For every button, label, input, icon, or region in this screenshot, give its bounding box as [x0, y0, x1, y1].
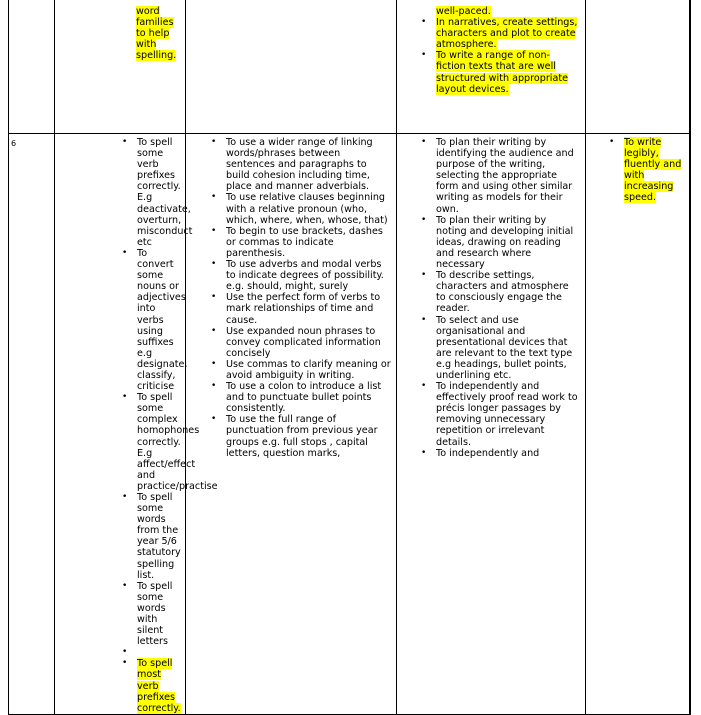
bullet-list [586, 134, 689, 204]
list-item: • To spell some verb prefixes correctly. E.g deactivate, overturn, misconduct etc [137, 137, 179, 248]
table-row [9, 134, 691, 715]
bullet-list [397, 134, 585, 459]
list-item: • To plan their writing by noting and developing initial ideas, drawing on reading and research where necessary [436, 215, 579, 270]
spelling-cell [55, 134, 218, 715]
list-item: • Use expanded noun phrases to convey complicated information concisely [226, 326, 392, 359]
list-item: • To spell some complex homophones correctly. E.g affect/effect and practice/practise [137, 392, 179, 492]
curriculum-table [8, 0, 691, 715]
list-item: • To use the full range of punctuation from previous year groups e.g. full stops , capital letters, question marks, [226, 414, 392, 458]
highlighted-text: well-paced. [436, 6, 491, 17]
bullet-list [55, 134, 218, 714]
list-item: • To begin to use brackets, dashes or commas to indicate parenthesis. [226, 226, 392, 259]
composition-cell [397, 0, 586, 134]
list-item: • Use commas to clarify meaning or avoid ambiguity in writing. [226, 359, 392, 381]
handwriting-cell [586, 0, 690, 134]
bullet-list [186, 134, 396, 459]
list-item: • To plan their writing by identifying the audience and purpose of the writing, selecting the appropriate form and using other similar writing as models for their own. [436, 137, 579, 215]
composition-cell [397, 134, 586, 715]
list-item: • In narratives, create settings, characters and plot to create atmosphere. [436, 17, 579, 50]
bullet-list [436, 17, 579, 95]
highlighted-text: word families to help with spelling. [136, 6, 177, 62]
handwriting-cell [586, 134, 690, 715]
extra-cell [690, 134, 691, 715]
year-cell [9, 0, 55, 134]
year-label: 6 [11, 139, 17, 148]
list-spacer [137, 647, 179, 658]
list-item: • To use relative clauses beginning with a relative pronoun (who, which, where, when, whose, that) [226, 192, 392, 225]
list-item: • To use a colon to introduce a list and to punctuate bullet points consistently. [226, 381, 392, 414]
list-item: • To spell most verb prefixes correctly. [137, 658, 179, 713]
list-item: • To write legibly, fluently and with increasing speed. [624, 137, 685, 204]
year-cell [9, 134, 55, 715]
spelling-cell [55, 0, 186, 134]
list-item: • Use the perfect form of verbs to mark relationships of time and cause. [226, 292, 392, 325]
grammar-cell [186, 134, 397, 715]
list-item: • To convert some nouns or adjectives into verbs using suffixes e.g designate, classify, criticise [137, 248, 179, 392]
grammar-cell [186, 0, 397, 134]
list-item: • To use a wider range of linking words/phrases between sentences and paragraphs to build cohesion including time, place and manner adverbials. [226, 137, 392, 192]
extra-cell [690, 0, 691, 134]
list-item: • To write a range of non-fiction texts that are well structured with appropriate layout devices. [436, 50, 579, 94]
list-item: • To select and use organisational and presentational devices that are relevant to the text type e.g headings, bullet points, underlining etc. [436, 315, 579, 382]
table-row [9, 0, 691, 134]
list-item: • To use adverbs and modal verbs to indicate degrees of possibility. e.g. should, might, surely [226, 259, 392, 292]
list-item: • To spell some words with silent letters [137, 581, 179, 648]
list-item: • To independently and effectively proof read work to précis longer passages by removing unnecessary repetition or irrelevant details. [436, 381, 579, 448]
list-item: • To independently and [436, 448, 579, 459]
list-item: • To spell some words from the year 5/6 statutory spelling list. [137, 492, 179, 581]
list-item: • To describe settings, characters and atmosphere to consciously engage the reader. [436, 270, 579, 314]
